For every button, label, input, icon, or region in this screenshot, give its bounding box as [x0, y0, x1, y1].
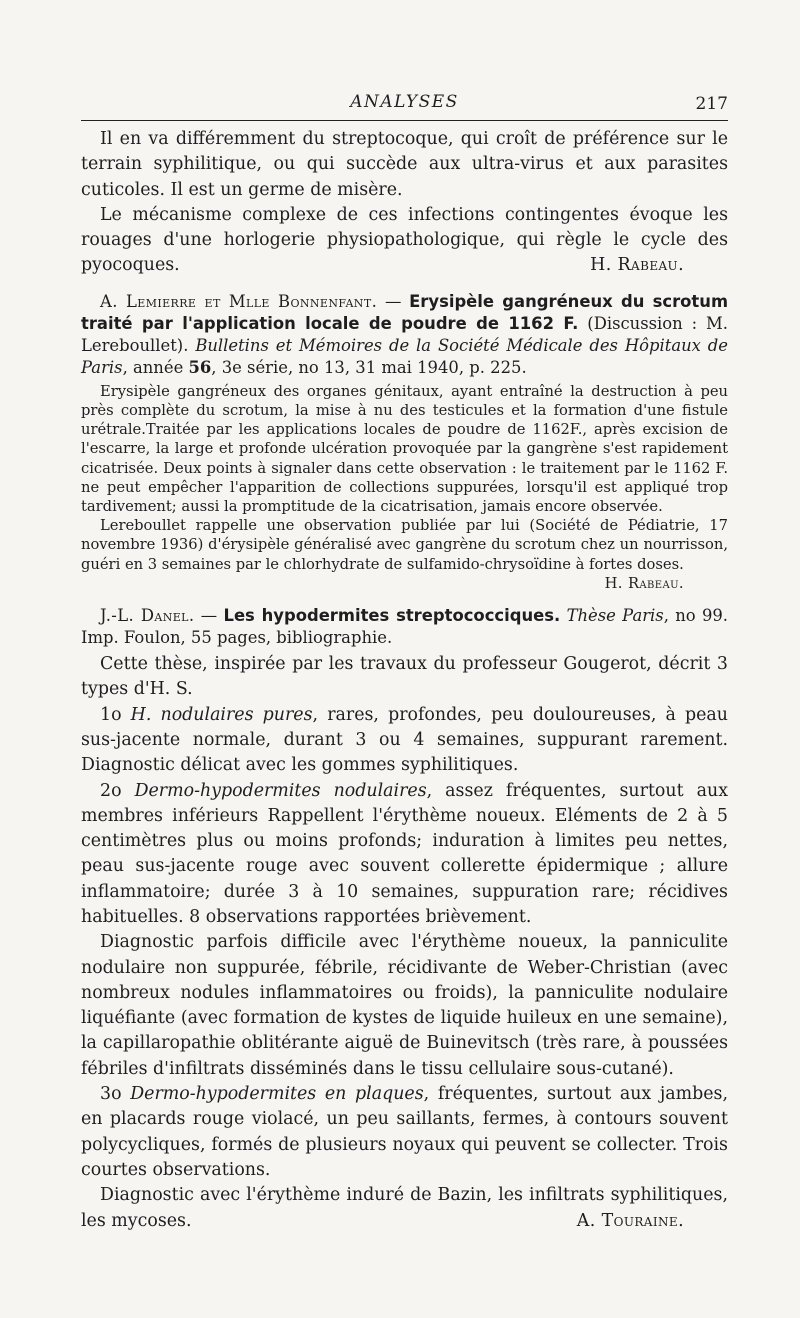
- abstract-paragraph: Erysipèle gangréneux des organes génitaux, ayant entraîné la destruction à peu près complète du scrotum, la mise à nu des testicules et la formation d'une fistule urétrale.Traitée par les applications locales de poudre de 1162F., après excision de l'escarre, la large et profonde ulcération provoquée par la gangrène s'est rapidement cicatrisée. Deux points à signaler dans cette observation : le traitement par le 1162 F. ne peut empêcher l'apparition de collections suppurées, lorsqu'il est appliqué trop tardivement; aussi la promptitude de la cicatrisation, jamais encore observée.: [81, 382, 728, 515]
- signature: A. Touraine.: [576, 1210, 684, 1231]
- type-name: Dermo-hypodermites nodulaires: [134, 780, 427, 801]
- abstract-paragraph: Lereboullet rappelle une observation publiée par lui (Société de Pédiatrie, 17 novembre 1936) d'érysipèle généralisé avec gangrène du scrotum chez un nourrisson, guéri en 3 semaines par le chlorhydrate de sulfamido-chrysoïdine à fortes doses. H. Rabeau.: [81, 517, 728, 592]
- entry-citation: A. Lemierre et Mlle Bonnenfant. — Erysipèle gangréneux du scrotum traité par l'application locale de poudre de 1162 F. (Discussion : M. Lereboullet). Bulletins et Mémoires de la Société Médicale des Hôpitaux de Paris, année 56, 3e série, no 13, 31 mai 1940, p. 225.: [81, 291, 729, 377]
- page: [81, 86, 728, 1234]
- page-number: 217: [695, 94, 728, 114]
- journal-name: Bulletins et Mémoires de la Société Médicale des Hôpitaux de Paris: [81, 335, 728, 377]
- thesis-ref: Thèse Paris: [566, 606, 664, 626]
- volume: 56: [188, 357, 212, 377]
- type-name: H. nodulaires pures: [130, 704, 313, 725]
- entry-authors: A. Lemierre et Mlle Bonnenfant.: [100, 291, 378, 311]
- page-header: [81, 86, 728, 120]
- body-paragraph: Diagnostic avec l'érythème induré de Bazin, les infiltrats syphilitiques, les mycoses. A. Touraine.: [81, 1183, 728, 1234]
- entry-title: Erysipèle gangréneux du scrotum traité par l'application locale de poudre de 1162 F.: [81, 291, 729, 333]
- body-paragraph: 1o H. nodulaires pures, rares, profondes, peu douloureuses, à peau sus-jacente normale, durant 3 ou 4 semaines, suppurant rarement. Diagnostic délicat avec les gommes syphilitiques.: [81, 704, 728, 776]
- intro-paragraph: Il en va différemment du streptocoque, qui croît de préférence sur le terrain syphilitique, ou qui succède aux ultra-virus et aux parasites cuticoles. Il est un germe de misère.: [81, 129, 728, 200]
- signature: H. Rabeau.: [590, 255, 684, 276]
- entry-authors: J.-L. Danel.: [100, 606, 195, 626]
- header-rule: [81, 120, 728, 121]
- body-paragraph: 3o Dermo-hypodermites en plaques, fréquentes, surtout aux jambes, en placards rouge violacé, un peu saillants, fermes, à contours souvent polycycliques, formés de plusieurs noyaux qui peuvent se collecter. Trois courtes observations.: [81, 1084, 729, 1180]
- intro-paragraph: Le mécanisme complexe de ces infections contingentes évoque les rouages d'une horlogerie physiopathologique, qui règle le cycle des pyocoques. H. Rabeau.: [81, 203, 728, 279]
- type-name: Dermo-hypodermites en plaques: [130, 1084, 424, 1105]
- entry-title: Les hypodermites streptococciques.: [223, 606, 561, 626]
- signature: H. Rabeau.: [604, 574, 684, 592]
- entry-citation: J.-L. Danel. — Les hypodermites streptococciques. Thèse Paris, no 99. Imp. Foulon, 55 pages, bibliographie.: [81, 606, 729, 648]
- body-paragraph: Diagnostic parfois difficile avec l'érythème noueux, la panniculite nodulaire non suppurée, fébrile, récidivante de Weber-Christian (avec nombreux nodules inflammatoires ou froids), la panniculite nodulaire liquéfiante (avec formation de kystes de liquide huileux en une semaine), la capillaropathie oblitérante aiguë de Buinevitsch (très rare, à poussées fébriles d'infiltrats disséminés dans le tissu cellulaire sous-cutané).: [81, 932, 728, 1079]
- body-paragraph: 2o Dermo-hypodermites nodulaires, assez fréquentes, surtout aux membres inférieurs Rappellent l'érythème noueux. Eléments de 2 à 5 centimètres plus ou moins profonds; induration à limites peu nettes, peau sus-jacente rouge avec souvent collerette épidermique ; allure inflammatoire; durée 3 à 10 semaines, suppuration rare; récidives habituelles. 8 observations rapportées brièvement.: [81, 780, 728, 927]
- body-paragraph: Cette thèse, inspirée par les travaux du professeur Gougerot, décrit 3 types d'H. S.: [81, 654, 728, 700]
- running-title: ANALYSES: [350, 92, 459, 112]
